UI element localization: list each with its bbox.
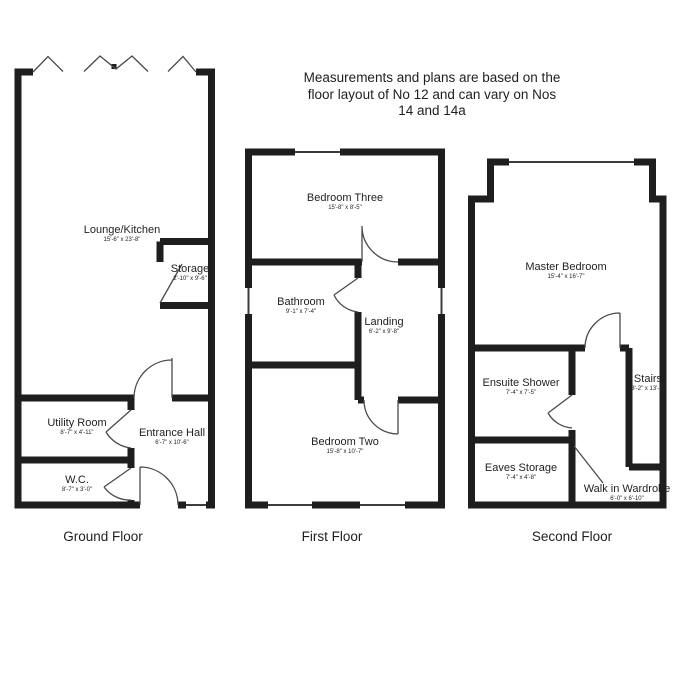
- room-dims: 3'-2" x 13'-3": [631, 386, 665, 392]
- room-dims: 15'-6" x 23'-8": [103, 237, 141, 243]
- room-label-utility-room: [47, 417, 106, 437]
- room-dims: 2'-10" x 9'-6": [173, 276, 207, 282]
- room-name: Entrance Hall: [138, 427, 206, 439]
- room-name: Lounge/Kitchen: [83, 224, 161, 236]
- room-dims: 7'-4" x 4'-8": [505, 475, 537, 481]
- room-name: Walk in Wardrobe: [583, 483, 671, 495]
- room-name: Bedroom Three: [306, 192, 384, 204]
- second-floor-doors: [548, 313, 620, 483]
- room-name: Eaves Storage: [484, 462, 558, 474]
- room-label-entrance-hall: [139, 427, 205, 447]
- floor-title-second: Second Floor: [531, 529, 613, 544]
- room-dims: 6'-2" x 9'-8": [368, 329, 400, 335]
- room-name: Stairs: [633, 373, 663, 385]
- room-label-stairs: [631, 373, 665, 393]
- room-dims: 15'-4" x 16'-7": [547, 274, 585, 280]
- room-dims: 6'-0" x 6'-10": [610, 496, 644, 502]
- room-label-ensuite-shower: [482, 377, 559, 397]
- room-label-landing: [364, 316, 403, 336]
- disclaimer-line-1: Measurements and plans are based on the: [303, 70, 561, 85]
- room-name: Ensuite Shower: [482, 377, 560, 389]
- room-dims: 7'-4" x 7'-5": [505, 390, 537, 396]
- ground-floor-doors: [104, 264, 182, 505]
- room-name: Landing: [364, 316, 404, 328]
- room-label-wc: [62, 474, 92, 494]
- room-name: Bedroom Two: [311, 436, 379, 448]
- second-floor-walls: [472, 162, 664, 505]
- room-label-bedroom-three: [307, 192, 383, 212]
- room-name: W.C.: [65, 474, 89, 486]
- room-name: Utility Room: [47, 417, 107, 429]
- disclaimer-line-3: 14 and 14a: [398, 103, 466, 118]
- room-label-bedroom-two: [311, 436, 379, 456]
- disclaimer-line-2: floor layout of No 12 and can vary on Nos: [307, 86, 557, 102]
- room-label-bathroom: [277, 296, 325, 316]
- room-label-walk-in-wardrobe: [584, 483, 671, 503]
- room-name: Bathroom: [277, 296, 325, 308]
- room-name: Master Bedroom: [525, 261, 607, 273]
- room-dims: 9'-1" x 7'-4": [285, 309, 317, 315]
- room-label-lounge-kitchen: [84, 224, 160, 244]
- floor-title-first: First Floor: [301, 529, 363, 544]
- room-dims: 8'-7" x 3'-0": [61, 487, 93, 493]
- room-dims: 15'-8" x 8'-5": [328, 205, 362, 211]
- room-label-storage: [171, 263, 210, 283]
- room-label-eaves-storage: [485, 462, 557, 482]
- room-label-master-bedroom: [525, 261, 606, 281]
- floor-title-ground: Ground Floor: [63, 529, 143, 544]
- room-dims: 8'-7" x 4'-11": [60, 430, 94, 436]
- room-dims: 15'-8" x 10'-7": [326, 449, 364, 455]
- disclaimer-note: [304, 70, 561, 120]
- room-dims: 6'-7" x 10'-6": [155, 440, 189, 446]
- room-name: Storage: [170, 263, 210, 275]
